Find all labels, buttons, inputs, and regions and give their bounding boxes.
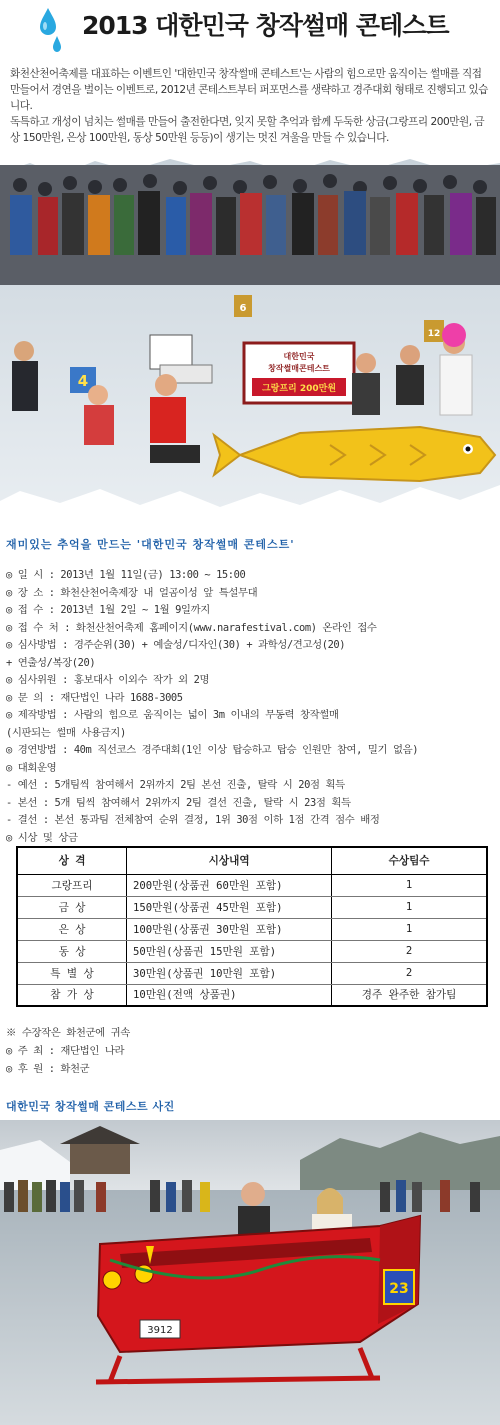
award-desc: 100만원(상품권 30만원 포함) bbox=[127, 918, 332, 940]
table-row bbox=[17, 940, 487, 962]
awards-table bbox=[16, 846, 488, 1007]
note-row: ◎ 후 원 : 화천군 bbox=[6, 1063, 90, 1075]
festival-photo-collage bbox=[0, 155, 500, 511]
section-title: 재미있는 추억을 만드는 '대한민국 창작썰매 콘테스트' bbox=[6, 538, 295, 551]
info-row: ◎ 심사방법 : 경주순위(30) + 예술성/디자인(30) + 과학성/견고성(20) bbox=[6, 639, 346, 651]
intro-text bbox=[10, 66, 492, 146]
table-row bbox=[17, 896, 487, 918]
contest-sign bbox=[244, 343, 354, 403]
award-grade: 특 별 상 bbox=[17, 962, 127, 984]
info-row: ◎ 접 수 처 : 화천산천어축제 홈페이지(www.narafestival.com) 온라인 접수 bbox=[6, 621, 377, 634]
info-row: ◎ 심사위원 : 홍보대사 이외수 작가 외 2명 bbox=[6, 674, 210, 686]
award-grade: 참 가 상 bbox=[17, 984, 127, 1006]
boat-number: 12 bbox=[427, 329, 441, 339]
award-desc: 200만원(상품권 60만원 포함) bbox=[127, 874, 332, 896]
sled-photo-bottom bbox=[0, 1120, 500, 1425]
info-row: ◎ 장 소 : 화천산천어축제장 내 얼곰이성 앞 특설무대 bbox=[6, 586, 258, 599]
info-row: - 본선 : 5개 팀씩 참여해서 2위까지 2팀 결선 진출, 탈락 시 23점 획득 bbox=[6, 796, 351, 809]
table-row bbox=[17, 874, 487, 896]
info-row: - 예선 : 5개팀씩 참여해서 2위까지 2팀 본선 진출, 탈락 시 20점 획득 bbox=[6, 779, 345, 791]
award-grade: 금 상 bbox=[17, 896, 127, 918]
side-number: 23 bbox=[389, 1281, 409, 1297]
info-row: ◎ 대회운영 bbox=[6, 761, 57, 774]
note-row: ◎ 주 최 : 재단법인 나라 bbox=[6, 1045, 125, 1057]
award-teams: 1 bbox=[332, 874, 487, 896]
info-row: + 연출성/복장(20) bbox=[6, 656, 96, 669]
header bbox=[0, 0, 500, 60]
info-row: ◎ 시상 및 상금 bbox=[6, 831, 78, 844]
plate-number: 3912 bbox=[147, 1325, 173, 1336]
intro-paragraph: 화천산천어축제를 대표하는 이벤트인 '대한민국 창작썰매 콘테스트'는 사람의 힘으로만 움직이는 썰매를 직접 만들어서 경연을 벌이는 이벤트로, 2012년 콘테스트부터 퍼포먼스를 생략하고 경주대회 형태로 진행되고 있습니다. bbox=[10, 68, 488, 112]
award-grade: 그랑프리 bbox=[17, 874, 127, 896]
column-header: 상 격 bbox=[17, 847, 127, 874]
info-row: ◎ 경연방법 : 40m 직선코스 경주대회(1인 이상 탑승하고 탑승 인원만 참여, 밀기 없음) bbox=[6, 744, 419, 756]
award-teams: 1 bbox=[332, 918, 487, 940]
boat-number: 6 bbox=[239, 303, 247, 314]
table-row bbox=[17, 984, 487, 1006]
water-drop-icon bbox=[36, 6, 66, 56]
award-teams: 경주 완주한 참가팀 bbox=[332, 984, 487, 1006]
table-row bbox=[17, 962, 487, 984]
award-desc: 10만원(전액 상품권) bbox=[127, 984, 332, 1006]
award-grade: 동 상 bbox=[17, 940, 127, 962]
table-header-row bbox=[17, 847, 487, 874]
intro-paragraph: 독특하고 개성이 넘치는 썰매를 만들어 출전한다면, 잊지 못할 추억과 함께 두둑한 상금(그랑프리 200만원, 금상 150만원, 은상 100만원, 동상 50만원 등등)이 생기는 멋진 겨울을 만들 수 있습니다. bbox=[10, 116, 485, 144]
info-row: (시판되는 썰매 사용금지) bbox=[6, 726, 126, 739]
boat-number: 4 bbox=[77, 372, 89, 390]
info-row: ◎ 접 수 : 2013년 1월 2일 ~ 1월 9일까지 bbox=[6, 604, 210, 616]
column-header: 시상내역 bbox=[127, 847, 332, 874]
note-row: ※ 수장작은 화천군에 귀속 bbox=[6, 1027, 130, 1039]
event-info-list bbox=[6, 567, 496, 847]
sign-text: 창작썰매콘테스트 bbox=[268, 364, 330, 373]
page-title: 2013 대한민국 창작썰매 콘테스트 bbox=[82, 11, 449, 40]
award-teams: 2 bbox=[332, 962, 487, 984]
sign-text: 대한민국 bbox=[283, 352, 315, 361]
info-row: ◎ 제작방법 : 사람의 힘으로 움직이는 넓이 3m 이내의 무동력 창작썰매 bbox=[6, 709, 339, 721]
award-desc: 30만원(상품권 10만원 포함) bbox=[127, 962, 332, 984]
info-row: ◎ 일 시 : 2013년 1월 11일(금) 13:00 ~ 15:00 bbox=[6, 569, 246, 581]
info-row: ◎ 문 의 : 재단법인 나라 1688-3005 bbox=[6, 691, 183, 704]
award-desc: 50만원(상품권 15만원 포함) bbox=[127, 940, 332, 962]
organizer-notes bbox=[6, 1024, 130, 1078]
person bbox=[241, 1182, 265, 1206]
info-row: - 결선 : 본선 통과팀 전체참여 순위 결정, 1위 30점 이하 1점 간격 점수 배정 bbox=[6, 814, 380, 826]
award-teams: 2 bbox=[332, 940, 487, 962]
sign-text: 그랑프리 200만원 bbox=[261, 384, 337, 394]
column-header: 수상팀수 bbox=[332, 847, 487, 874]
table-row bbox=[17, 918, 487, 940]
award-grade: 은 상 bbox=[17, 918, 127, 940]
section-title: 대한민국 창작썰매 콘테스트 사진 bbox=[6, 1100, 175, 1113]
award-desc: 150만원(상품권 45만원 포함) bbox=[127, 896, 332, 918]
award-teams: 1 bbox=[332, 896, 487, 918]
